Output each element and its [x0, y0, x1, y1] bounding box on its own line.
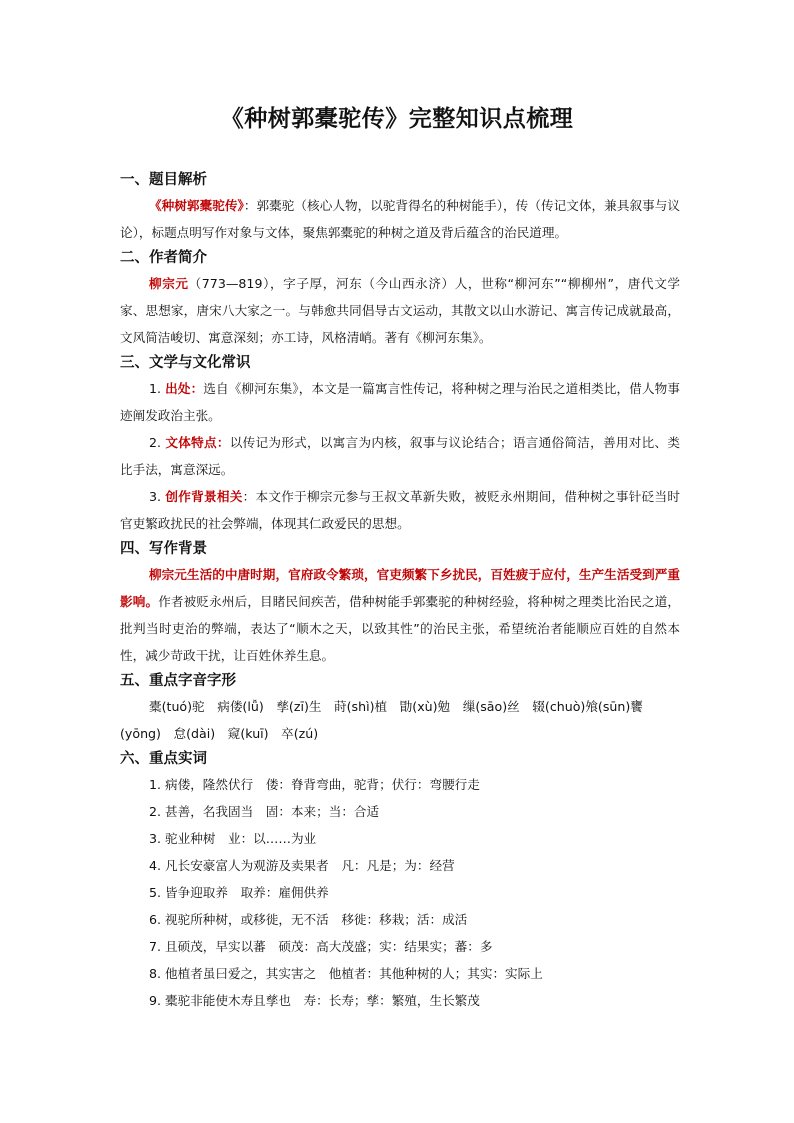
item-label: 创作背景相关	[165, 489, 243, 504]
title-analysis-text: ：郭橐驼（核心人物，以驼背得名的种树能手），传（传记文体，兼具叙事与议论），标题点明写作对象与文体，聚焦郭橐驼的种树之道及背后蕴含的治民道理。	[120, 198, 680, 240]
section-heading-author: 二、作者简介	[120, 250, 207, 266]
title-analysis-paragraph	[120, 192, 680, 246]
background-paragraph	[120, 561, 680, 669]
pronunciation-list: 橐(tuó)驼 病偻(lǚ) 孳(zī)生 莳(shì)植 勖(xù)勉 缫(sāo)丝 辍(chuò)飧(sūn)饔(yōng) 怠(dài) 窥(kuī) 卒(zú)	[120, 699, 643, 741]
page-title: 《种树郭橐驼传》完整知识点梳理	[220, 106, 574, 132]
author-paragraph	[120, 270, 680, 351]
item-number: 3.	[149, 489, 162, 504]
item-text: ：本文作于柳宗元参与王叔文革新失败，被贬永州期间，借种树之事针砭当时官吏繁政扰民的社会弊端，体现其仁政爱民的思想。	[120, 489, 681, 531]
item-text: 以传记为形式，以寓言为内核，叙事与议论结合；语言通俗简洁，善用对比、类比手法，寓意深远。	[120, 435, 681, 477]
list-item	[120, 483, 680, 537]
document-body	[120, 168, 680, 1014]
section-heading-key-words: 六、重点实词	[120, 751, 207, 767]
item-label: 出处：	[165, 381, 204, 396]
author-text: （773—819），字子厚，河东（今山西永济）人，世称“柳河东”“柳柳州”，唐代文学家、思想家，唐宋八大家之一。与韩愈共同倡导古文运动，其散文以山水游记、寓言传记成就最高，文风简洁峻切、寓意深刻；亦工诗，风格清峭。著有《柳河东集》。	[120, 276, 680, 345]
section-heading-literary-knowledge: 三、文学与文化常识	[120, 355, 251, 371]
highlight-author-name: 柳宗元	[149, 276, 189, 291]
item-number: 1.	[149, 381, 162, 396]
list-item: 9. 橐驼非能使木寿且孳也 寿：长寿；孳：繁殖，生长繁茂	[149, 993, 480, 1008]
list-item: 8. 他植者虽曰爱之，其实害之 他植者：其他种树的人；其实：实际上	[149, 966, 543, 981]
section-heading-title-analysis: 一、题目解析	[120, 172, 207, 188]
item-text: 选自《柳河东集》，本文是一篇寓言性传记，将种树之理与治民之道相类比，借人物事迹阐发政治主张。	[120, 381, 680, 423]
list-item: 1. 病偻，隆然伏行 偻：脊背弯曲，驼背；伏行：弯腰行走	[149, 777, 480, 792]
list-item: 7. 且硕茂，早实以蕃 硕茂：高大茂盛；实：结果实；蕃：多	[149, 939, 493, 954]
list-item	[120, 429, 680, 483]
item-number: 2.	[149, 435, 162, 450]
list-item: 3. 驼业种树 业：以……为业	[149, 831, 317, 846]
highlight-background: 柳宗元生活的中唐时期，官府政令繁琐，官吏频繁下乡扰民，百姓疲于应付，生产生活受到严重影响。	[120, 567, 680, 609]
background-text: 作者被贬永州后，目睹民间疾苦，借种树能手郭橐驼的种树经验，将种树之理类比治民之道，批判当时吏治的弊端，表达了“顺木之天，以致其性”的治民主张，希望统治者能顺应百姓的自然本性，减少苛政干扰，让百姓休养生息。	[120, 594, 681, 663]
item-label: 文体特点：	[165, 435, 230, 450]
section-heading-background: 四、写作背景	[120, 541, 207, 557]
list-item: 2. 甚善，名我固当 固：本来；当：合适	[149, 804, 380, 819]
section-heading-pronunciation: 五、重点字音字形	[120, 673, 236, 689]
list-item: 6. 视驼所种树，或移徙，无不活 移徙：移栽；活：成活	[149, 912, 468, 927]
list-item	[120, 375, 680, 429]
highlight-work-title: 《种树郭橐驼传》	[149, 198, 244, 213]
list-item: 5. 皆争迎取养 取养：雇佣供养	[149, 885, 329, 900]
list-item: 4. 凡长安豪富人为观游及卖果者 凡：凡是；为：经营	[149, 858, 455, 873]
